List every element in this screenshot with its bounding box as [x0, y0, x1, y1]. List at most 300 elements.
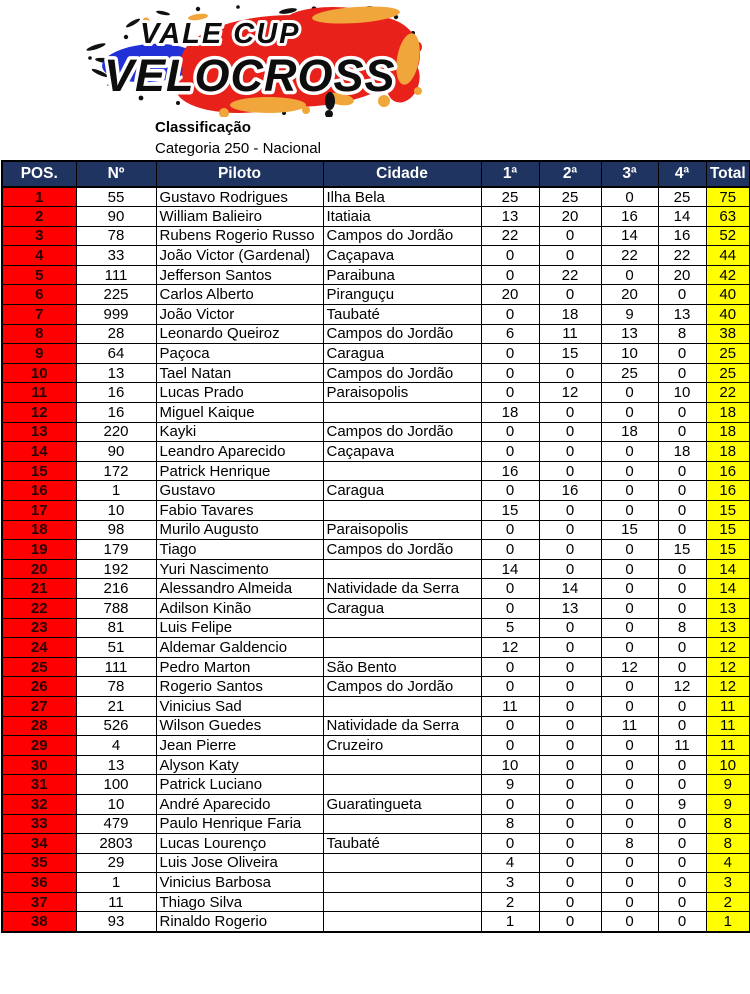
table-row — [2, 324, 750, 344]
round1-cell: 16 — [481, 461, 539, 481]
pos-cell: 11 — [2, 383, 76, 403]
round3-cell: 15 — [601, 520, 658, 540]
round4-cell: 25 — [658, 187, 706, 207]
number-cell: 13 — [76, 755, 156, 775]
pilot-cell: Thiago Silva — [156, 892, 323, 912]
round1-cell: 13 — [481, 207, 539, 227]
col-header-round1: 1ª — [481, 161, 539, 187]
number-cell: 225 — [76, 285, 156, 305]
number-cell: 10 — [76, 501, 156, 521]
table-row — [2, 540, 750, 560]
table-row — [2, 501, 750, 521]
round4-cell: 0 — [658, 912, 706, 932]
total-cell: 12 — [706, 638, 750, 658]
round4-cell: 0 — [658, 873, 706, 893]
round2-cell: 0 — [539, 834, 601, 854]
number-cell: 4 — [76, 736, 156, 756]
round4-cell: 0 — [658, 853, 706, 873]
pilot-cell: Paçoca — [156, 344, 323, 364]
round4-cell: 0 — [658, 814, 706, 834]
pos-cell: 15 — [2, 461, 76, 481]
round4-cell: 0 — [658, 363, 706, 383]
number-cell: 999 — [76, 305, 156, 325]
pos-cell: 3 — [2, 226, 76, 246]
pos-cell: 38 — [2, 912, 76, 932]
pos-cell: 34 — [2, 834, 76, 854]
pilot-cell: Paulo Henrique Faria — [156, 814, 323, 834]
pilot-cell: Carlos Alberto — [156, 285, 323, 305]
round3-cell: 0 — [601, 873, 658, 893]
total-cell: 3 — [706, 873, 750, 893]
round1-cell: 0 — [481, 794, 539, 814]
pilot-cell: Lucas Lourenço — [156, 834, 323, 854]
city-cell: Cruzeiro — [323, 736, 481, 756]
pos-cell: 27 — [2, 696, 76, 716]
total-cell: 18 — [706, 422, 750, 442]
city-cell: Taubaté — [323, 834, 481, 854]
table-row — [2, 344, 750, 364]
number-cell: 33 — [76, 246, 156, 266]
round3-cell: 0 — [601, 579, 658, 599]
table-row — [2, 187, 750, 207]
col-header-pos: POS. — [2, 161, 76, 187]
number-cell: 2803 — [76, 834, 156, 854]
round3-cell: 0 — [601, 814, 658, 834]
col-header-number: Nº — [76, 161, 156, 187]
pilot-cell: Leandro Aparecido — [156, 442, 323, 462]
round2-cell: 11 — [539, 324, 601, 344]
number-cell: 220 — [76, 422, 156, 442]
round1-cell: 0 — [481, 657, 539, 677]
city-cell: Taubaté — [323, 305, 481, 325]
pos-cell: 22 — [2, 598, 76, 618]
number-cell: 55 — [76, 187, 156, 207]
total-cell: 11 — [706, 696, 750, 716]
round3-cell: 0 — [601, 696, 658, 716]
col-header-pilot: Piloto — [156, 161, 323, 187]
number-cell: 111 — [76, 657, 156, 677]
pos-cell: 14 — [2, 442, 76, 462]
round1-cell: 8 — [481, 814, 539, 834]
city-cell: Campos do Jordão — [323, 422, 481, 442]
round3-cell: 0 — [601, 559, 658, 579]
table-row — [2, 716, 750, 736]
city-cell: Natividade da Serra — [323, 579, 481, 599]
table-row — [2, 598, 750, 618]
table-row — [2, 696, 750, 716]
table-row — [2, 677, 750, 697]
results-tbody — [2, 187, 750, 932]
round4-cell: 0 — [658, 559, 706, 579]
number-cell: 216 — [76, 579, 156, 599]
round3-cell: 9 — [601, 305, 658, 325]
city-cell — [323, 873, 481, 893]
round3-cell: 11 — [601, 716, 658, 736]
number-cell: 64 — [76, 344, 156, 364]
city-cell — [323, 853, 481, 873]
round1-cell: 11 — [481, 696, 539, 716]
number-cell: 81 — [76, 618, 156, 638]
pilot-cell: Wilson Guedes — [156, 716, 323, 736]
total-cell: 9 — [706, 775, 750, 795]
round1-cell: 3 — [481, 873, 539, 893]
table-row — [2, 814, 750, 834]
round2-cell: 0 — [539, 755, 601, 775]
col-header-round4: 4ª — [658, 161, 706, 187]
total-cell: 14 — [706, 579, 750, 599]
round1-cell: 20 — [481, 285, 539, 305]
round4-cell: 0 — [658, 501, 706, 521]
round3-cell: 0 — [601, 598, 658, 618]
round4-cell: 0 — [658, 598, 706, 618]
round2-cell: 0 — [539, 520, 601, 540]
category-subtitle: Categoria 250 - Nacional — [155, 140, 321, 157]
pos-cell: 30 — [2, 755, 76, 775]
total-cell: 2 — [706, 892, 750, 912]
city-cell: Natividade da Serra — [323, 716, 481, 736]
round2-cell: 0 — [539, 403, 601, 423]
pos-cell: 24 — [2, 638, 76, 658]
pilot-cell: André Aparecido — [156, 794, 323, 814]
round4-cell: 11 — [658, 736, 706, 756]
total-cell: 12 — [706, 657, 750, 677]
pos-cell: 26 — [2, 677, 76, 697]
round3-cell: 22 — [601, 246, 658, 266]
number-cell: 16 — [76, 403, 156, 423]
number-cell: 28 — [76, 324, 156, 344]
round2-cell: 0 — [539, 618, 601, 638]
round1-cell: 0 — [481, 579, 539, 599]
round1-cell: 0 — [481, 598, 539, 618]
round2-cell: 0 — [539, 226, 601, 246]
round2-cell: 0 — [539, 892, 601, 912]
round2-cell: 13 — [539, 598, 601, 618]
round4-cell: 0 — [658, 285, 706, 305]
city-cell: Caragua — [323, 344, 481, 364]
round3-cell: 0 — [601, 638, 658, 658]
pos-cell: 37 — [2, 892, 76, 912]
round2-cell: 0 — [539, 501, 601, 521]
round4-cell: 0 — [658, 775, 706, 795]
pilot-cell: João Victor — [156, 305, 323, 325]
round3-cell: 0 — [601, 755, 658, 775]
number-cell: 21 — [76, 696, 156, 716]
pilot-cell: Aldemar Galdencio — [156, 638, 323, 658]
total-cell: 38 — [706, 324, 750, 344]
total-cell: 44 — [706, 246, 750, 266]
pos-cell: 28 — [2, 716, 76, 736]
city-cell — [323, 696, 481, 716]
round2-cell: 0 — [539, 638, 601, 658]
round2-cell: 18 — [539, 305, 601, 325]
number-cell: 10 — [76, 794, 156, 814]
round1-cell: 0 — [481, 481, 539, 501]
city-cell — [323, 755, 481, 775]
table-row — [2, 912, 750, 932]
round4-cell: 0 — [658, 638, 706, 658]
title-block — [155, 118, 750, 159]
pos-cell: 1 — [2, 187, 76, 207]
round3-cell: 0 — [601, 912, 658, 932]
round4-cell: 16 — [658, 226, 706, 246]
round4-cell: 18 — [658, 442, 706, 462]
logo-text-vale-cup: VALE CUP — [140, 18, 301, 50]
round1-cell: 15 — [481, 501, 539, 521]
round2-cell: 14 — [539, 579, 601, 599]
table-row — [2, 873, 750, 893]
pos-cell: 8 — [2, 324, 76, 344]
round2-cell: 0 — [539, 853, 601, 873]
pos-cell: 6 — [2, 285, 76, 305]
pos-cell: 25 — [2, 657, 76, 677]
city-cell: Caragua — [323, 598, 481, 618]
table-row — [2, 559, 750, 579]
pos-cell: 33 — [2, 814, 76, 834]
round4-cell: 0 — [658, 461, 706, 481]
total-cell: 40 — [706, 285, 750, 305]
round3-cell: 0 — [601, 853, 658, 873]
pos-cell: 5 — [2, 265, 76, 285]
total-cell: 42 — [706, 265, 750, 285]
number-cell: 1 — [76, 873, 156, 893]
pilot-cell: Leonardo Queiroz — [156, 324, 323, 344]
round4-cell: 0 — [658, 344, 706, 364]
round3-cell: 13 — [601, 324, 658, 344]
round1-cell: 10 — [481, 755, 539, 775]
table-row — [2, 755, 750, 775]
round2-cell: 0 — [539, 657, 601, 677]
pos-cell: 18 — [2, 520, 76, 540]
total-cell: 18 — [706, 403, 750, 423]
table-row — [2, 834, 750, 854]
number-cell: 192 — [76, 559, 156, 579]
number-cell: 51 — [76, 638, 156, 658]
round2-cell: 0 — [539, 794, 601, 814]
round1-cell: 0 — [481, 540, 539, 560]
total-cell: 1 — [706, 912, 750, 932]
pos-cell: 2 — [2, 207, 76, 227]
classification-title: Classificação — [155, 119, 251, 136]
round3-cell: 0 — [601, 481, 658, 501]
city-cell: Caragua — [323, 481, 481, 501]
round3-cell: 0 — [601, 461, 658, 481]
total-cell: 15 — [706, 520, 750, 540]
round3-cell: 0 — [601, 736, 658, 756]
pilot-cell: João Victor (Gardenal) — [156, 246, 323, 266]
round3-cell: 0 — [601, 403, 658, 423]
city-cell — [323, 638, 481, 658]
city-cell: Piranguçu — [323, 285, 481, 305]
round4-cell: 8 — [658, 618, 706, 638]
pos-cell: 16 — [2, 481, 76, 501]
total-cell: 8 — [706, 834, 750, 854]
pilot-cell: Vinicius Barbosa — [156, 873, 323, 893]
number-cell: 788 — [76, 598, 156, 618]
round2-cell: 0 — [539, 736, 601, 756]
total-cell: 40 — [706, 305, 750, 325]
pilot-cell: Gustavo — [156, 481, 323, 501]
round4-cell: 0 — [658, 716, 706, 736]
pilot-cell: William Balieiro — [156, 207, 323, 227]
round3-cell: 0 — [601, 501, 658, 521]
table-row — [2, 442, 750, 462]
number-cell: 98 — [76, 520, 156, 540]
round3-cell: 8 — [601, 834, 658, 854]
city-cell — [323, 403, 481, 423]
round3-cell: 0 — [601, 794, 658, 814]
round3-cell: 0 — [601, 618, 658, 638]
results-table — [1, 160, 750, 933]
round1-cell: 5 — [481, 618, 539, 638]
table-row — [2, 638, 750, 658]
pilot-cell: Patrick Henrique — [156, 461, 323, 481]
city-cell — [323, 892, 481, 912]
pos-cell: 36 — [2, 873, 76, 893]
total-cell: 22 — [706, 383, 750, 403]
round2-cell: 22 — [539, 265, 601, 285]
round2-cell: 0 — [539, 775, 601, 795]
round1-cell: 18 — [481, 403, 539, 423]
round4-cell: 22 — [658, 246, 706, 266]
col-header-round2: 2ª — [539, 161, 601, 187]
number-cell: 526 — [76, 716, 156, 736]
round1-cell: 0 — [481, 363, 539, 383]
total-cell: 15 — [706, 540, 750, 560]
round2-cell: 0 — [539, 461, 601, 481]
table-row — [2, 403, 750, 423]
table-row — [2, 305, 750, 325]
city-cell: São Bento — [323, 657, 481, 677]
city-cell: Campos do Jordão — [323, 363, 481, 383]
city-cell: Guaratingueta — [323, 794, 481, 814]
round2-cell: 0 — [539, 814, 601, 834]
round1-cell: 9 — [481, 775, 539, 795]
round4-cell: 20 — [658, 265, 706, 285]
total-cell: 63 — [706, 207, 750, 227]
round1-cell: 6 — [481, 324, 539, 344]
table-row — [2, 892, 750, 912]
number-cell: 172 — [76, 461, 156, 481]
pilot-cell: Miguel Kaique — [156, 403, 323, 423]
round2-cell: 0 — [539, 696, 601, 716]
round3-cell: 10 — [601, 344, 658, 364]
round1-cell: 0 — [481, 383, 539, 403]
pos-cell: 23 — [2, 618, 76, 638]
number-cell: 179 — [76, 540, 156, 560]
pilot-cell: Adilson Kinão — [156, 598, 323, 618]
round3-cell: 20 — [601, 285, 658, 305]
pos-cell: 13 — [2, 422, 76, 442]
total-cell: 15 — [706, 501, 750, 521]
number-cell: 111 — [76, 265, 156, 285]
pilot-cell: Rogerio Santos — [156, 677, 323, 697]
pilot-cell: Tael Natan — [156, 363, 323, 383]
round1-cell: 0 — [481, 736, 539, 756]
round4-cell: 0 — [658, 834, 706, 854]
pos-cell: 35 — [2, 853, 76, 873]
round2-cell: 0 — [539, 677, 601, 697]
logo-text-velocross: VELOCROSS — [104, 50, 396, 101]
number-cell: 93 — [76, 912, 156, 932]
round3-cell: 25 — [601, 363, 658, 383]
round2-cell: 0 — [539, 716, 601, 736]
round4-cell: 0 — [658, 579, 706, 599]
total-cell: 52 — [706, 226, 750, 246]
total-cell: 8 — [706, 814, 750, 834]
table-row — [2, 794, 750, 814]
number-cell: 1 — [76, 481, 156, 501]
round4-cell: 0 — [658, 481, 706, 501]
number-cell: 479 — [76, 814, 156, 834]
col-header-round3: 3ª — [601, 161, 658, 187]
city-cell — [323, 461, 481, 481]
round1-cell: 0 — [481, 422, 539, 442]
round3-cell: 16 — [601, 207, 658, 227]
pilot-cell: Fabio Tavares — [156, 501, 323, 521]
pilot-cell: Patrick Luciano — [156, 775, 323, 795]
number-cell: 11 — [76, 892, 156, 912]
total-cell: 11 — [706, 716, 750, 736]
total-cell: 25 — [706, 363, 750, 383]
round4-cell: 10 — [658, 383, 706, 403]
round2-cell: 0 — [539, 912, 601, 932]
paint-splatter-logo-graphic — [78, 3, 423, 117]
round1-cell: 0 — [481, 834, 539, 854]
city-cell: Itatiaia — [323, 207, 481, 227]
table-row — [2, 207, 750, 227]
round3-cell: 0 — [601, 892, 658, 912]
city-cell — [323, 814, 481, 834]
total-cell: 25 — [706, 344, 750, 364]
round4-cell: 0 — [658, 403, 706, 423]
round1-cell: 25 — [481, 187, 539, 207]
total-cell: 16 — [706, 461, 750, 481]
pilot-cell: Luis Felipe — [156, 618, 323, 638]
pos-cell: 9 — [2, 344, 76, 364]
number-cell: 78 — [76, 226, 156, 246]
round4-cell: 14 — [658, 207, 706, 227]
round3-cell: 18 — [601, 422, 658, 442]
number-cell: 29 — [76, 853, 156, 873]
pilot-cell: Alyson Katy — [156, 755, 323, 775]
table-row — [2, 422, 750, 442]
round4-cell: 0 — [658, 520, 706, 540]
round1-cell: 0 — [481, 442, 539, 462]
total-cell: 10 — [706, 755, 750, 775]
city-cell — [323, 618, 481, 638]
round1-cell: 0 — [481, 265, 539, 285]
city-cell: Paraisopolis — [323, 520, 481, 540]
table-row — [2, 853, 750, 873]
table-row — [2, 461, 750, 481]
round3-cell: 0 — [601, 677, 658, 697]
city-cell: Campos do Jordão — [323, 226, 481, 246]
round4-cell: 13 — [658, 305, 706, 325]
pilot-cell: Gustavo Rodrigues — [156, 187, 323, 207]
round2-cell: 0 — [539, 246, 601, 266]
city-cell — [323, 559, 481, 579]
pilot-cell: Rinaldo Rogerio — [156, 912, 323, 932]
city-cell: Paraisopolis — [323, 383, 481, 403]
pilot-cell: Vinicius Sad — [156, 696, 323, 716]
round1-cell: 0 — [481, 520, 539, 540]
round4-cell: 8 — [658, 324, 706, 344]
round4-cell: 12 — [658, 677, 706, 697]
table-row — [2, 383, 750, 403]
pilot-cell: Luis Jose Oliveira — [156, 853, 323, 873]
total-cell: 14 — [706, 559, 750, 579]
round3-cell: 12 — [601, 657, 658, 677]
